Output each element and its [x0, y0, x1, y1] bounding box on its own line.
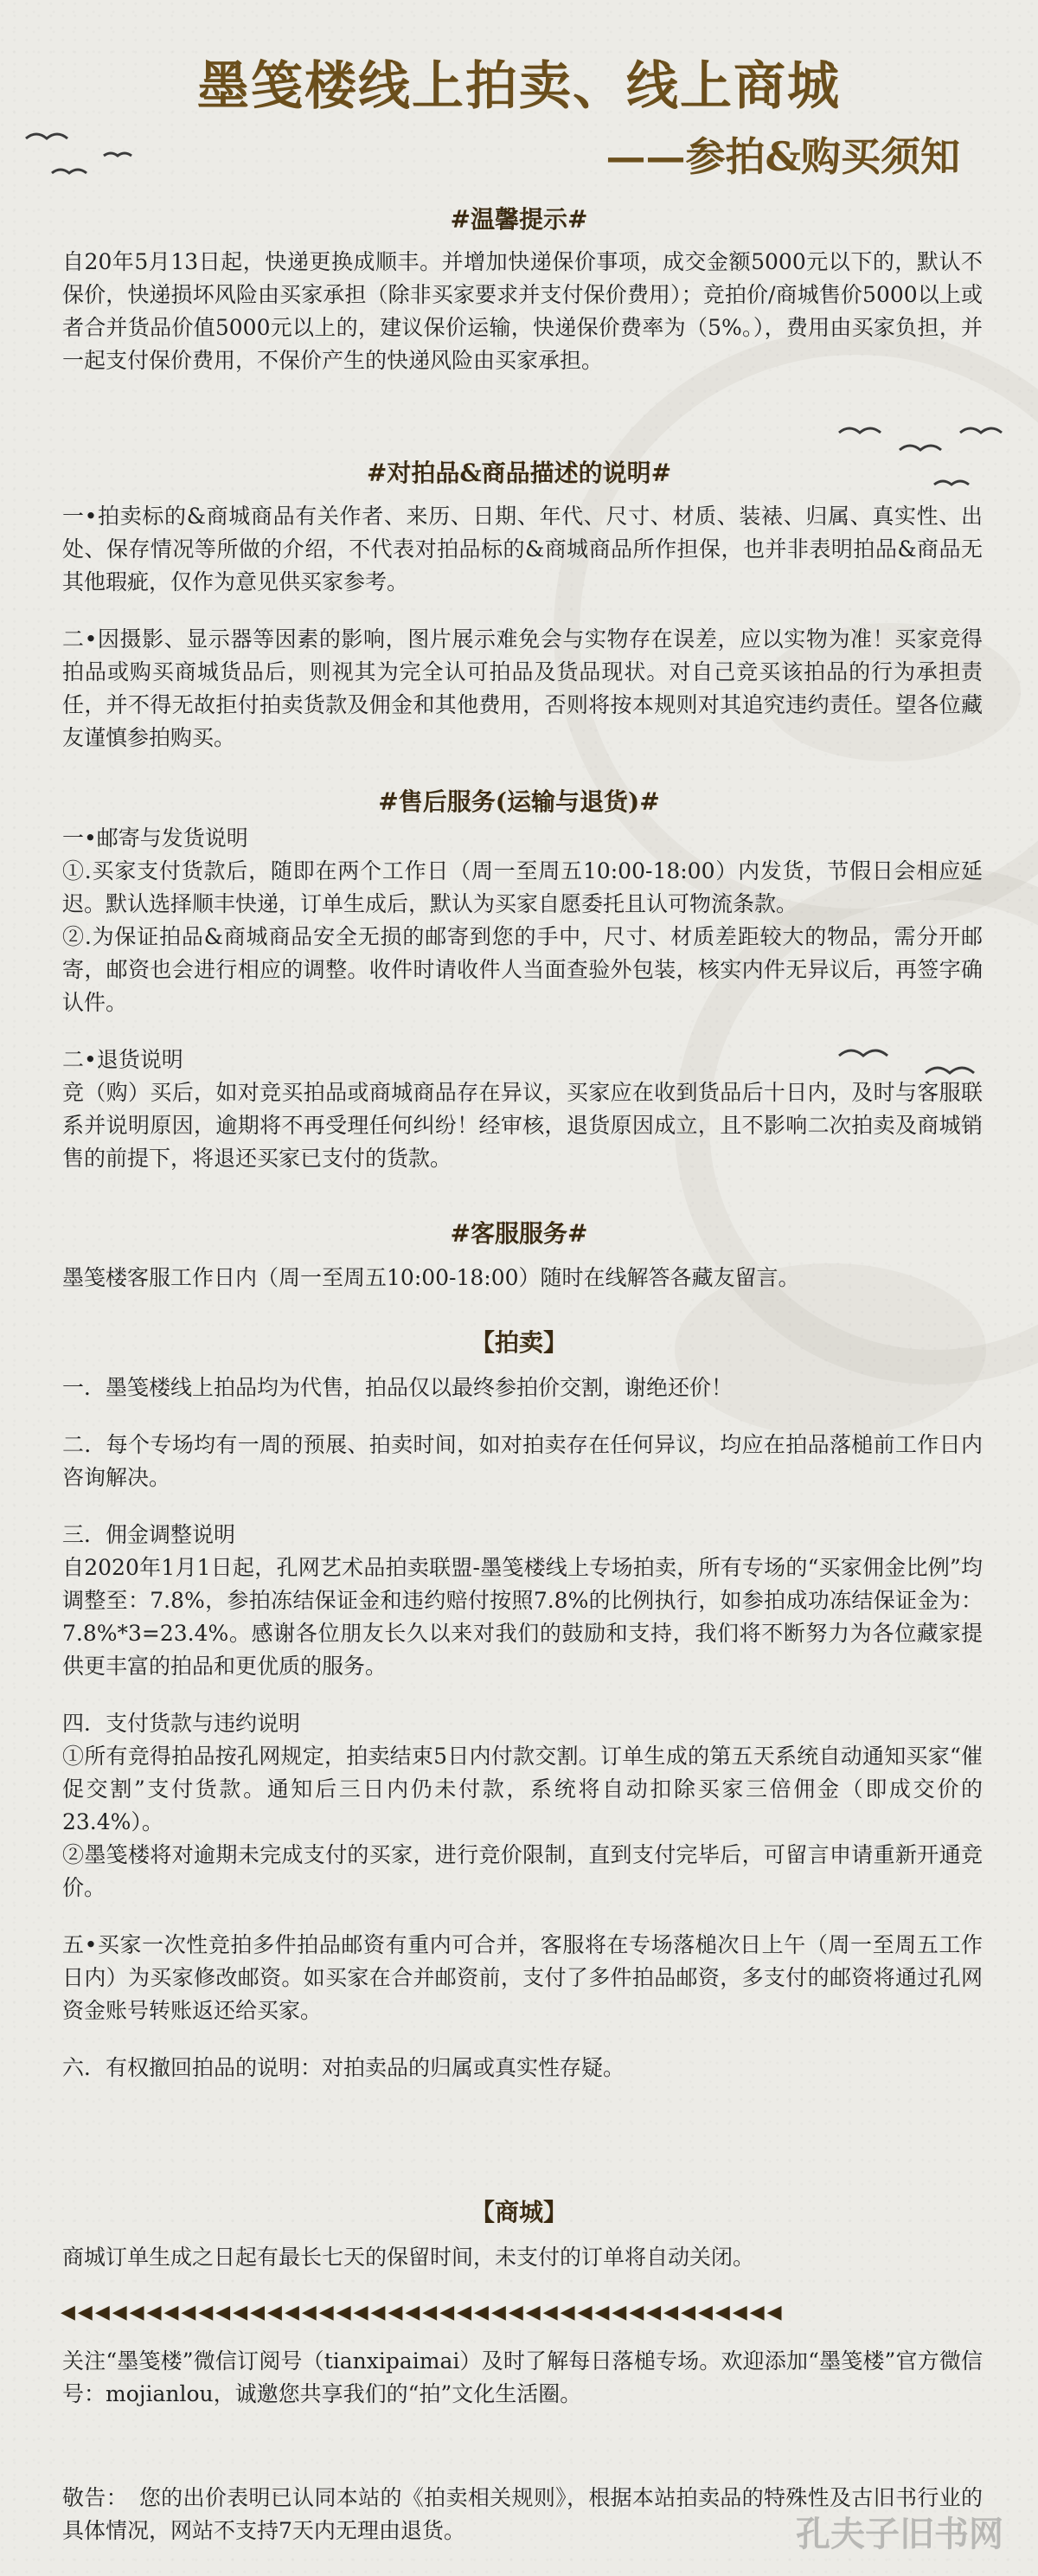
- tips-paragraph: 自20年5月13日起，快递更换成顺丰。并增加快递保价事项，成交金额5000元以下的，默认不保价，快递损坏风险由买家承担（除非买家要求并支付保价费用）；竞拍价/商城售价5000以上或者合并货品价值5000元以上的，建议保价运输，快递保价费率为（5%。），费用由买家负担，并一起支付保价费用，不保价产生的快递风险由买家承担。: [62, 249, 983, 373]
- aftersale-heading: #售后服务(运输与退货)#: [378, 787, 660, 816]
- auction-paragraph-1: 一．墨笺楼线上拍品均为代售，拍品仅以最终参拍价交割，谢绝还价！: [62, 1375, 734, 1400]
- follow-section: [62, 2345, 983, 2411]
- aftersale-paragraph-1: ①.买家支付货款后，随即在两个工作日（周一至周五10:00-18:00）内发货，节假日会相应延迟。默认选择顺丰快递，订单生成后，默认为买家自愿委托且认可物流条款。: [62, 858, 983, 916]
- aftersale-subheading-shipping: 一•邮寄与发货说明: [62, 825, 248, 851]
- aftersale-paragraph-3: 竞（购）买后，如对竞买拍品或商城商品存在异议，买家应在收到货品后十日内，及时与客服联系并说明原因，逾期将不再受理任何纠纷！经审核，退货原因成立，且不影响二次拍卖及商城销售的前提下，将退还买家已支付的货款。: [62, 1080, 983, 1171]
- description-heading: #对拍品&商品描述的说明#: [366, 459, 672, 487]
- auction-paragraph-6: 六．有权撤回拍品的说明：对拍卖品的归属或真实性存疑。: [62, 2055, 625, 2080]
- page-subtitle: ——参拍&购买须知: [606, 133, 960, 180]
- auction-paragraph-3-title: 三．佣金调整说明: [62, 1522, 236, 1547]
- mall-paragraph: 商城订单生成之日起有最长七天的保留时间，未支付的订单将自动关闭。: [62, 2245, 755, 2270]
- auction-paragraph-2: 二．每个专场均有一周的预展、拍卖时间，如对拍卖存在任何异议，均应在拍品落槌前工作日内咨询解决。: [62, 1432, 983, 1490]
- service-paragraph: 墨笺楼客服工作日内（周一至周五10:00-18:00）随时在线解答各藏友留言。: [62, 1265, 800, 1290]
- description-paragraph-1: 一•拍卖标的&商城商品有关作者、来历、日期、年代、尺寸、材质、装裱、归属、真实性、出处、保存情况等所做的介绍，不代表对拍品标的&商城商品所作担保，也并非表明拍品&商品无其他瑕疵，仅作为意见供买家参考。: [62, 504, 983, 594]
- auction-paragraph-5: 五•买家一次性竞拍多件拍品邮资有重内可合并，客服将在专场落槌次日上午（周一至周五工作日内）为买家修改邮资。如买家在合并邮资前，支付了多件拍品邮资，多支付的邮资将通过孔网资金账号转账返还给买家。: [62, 1932, 983, 2023]
- follow-paragraph: 关注“墨笺楼”微信订阅号（tianxipaimai）及时了解每日落槌专场。欢迎添加“墨笺楼”官方微信号：mojianlou，诚邀您共享我们的“拍”文化生活圈。: [62, 2348, 983, 2406]
- auction-heading: 【拍卖】: [470, 1328, 567, 1357]
- auction-section: [62, 1372, 983, 2085]
- mall-section: [62, 2241, 983, 2274]
- auction-paragraph-3: 自2020年1月1日起，孔网艺术品拍卖联盟-墨笺楼线上专场拍卖，所有专场的“买家佣金比例”均调整至：7.8%，参拍冻结保证金和违约赔付按照7.8%的比例执行，如参拍成功冻结保证金为：7.8%*3=23.4%。感谢各位朋友长久以来对我们的鼓励和支持，我们将不断努力为各位藏家提供更丰富的拍品和更优质的服务。: [62, 1555, 983, 1679]
- description-section: [62, 500, 983, 755]
- arrow-divider: ◀◀◀◀◀◀◀◀◀◀◀◀◀◀◀◀◀◀◀◀◀◀◀◀◀◀◀◀◀◀◀◀◀◀◀◀◀◀◀◀◀◀: [61, 2302, 785, 2323]
- auction-paragraph-4-title: 四．支付货款与违约说明: [62, 1711, 301, 1736]
- aftersale-section: [62, 822, 983, 1175]
- aftersale-subheading-returns: 二•退货说明: [62, 1047, 183, 1072]
- description-paragraph-2: 二•因摄影、显示器等因素的影响，图片展示难免会与实物存在误差，应以实物为准！买家竞得拍品或购买商城货品后，则视其为完全认可拍品及货品现状。对自己竞买该拍品的行为承担责任，并不得无故拒付拍卖货款及佣金和其他费用，否则将按本规则对其追究违约责任。望各位藏友谨慎参拍购买。: [62, 626, 983, 750]
- watermark-logo: 孔夫子旧书网: [796, 2514, 1003, 2554]
- mall-heading: 【商城】: [470, 2198, 567, 2226]
- tips-section: [62, 246, 983, 377]
- service-section: [62, 1262, 983, 1294]
- page-title: 墨笺楼线上拍卖、线上商城: [197, 56, 841, 117]
- service-heading: #客服服务#: [450, 1219, 588, 1248]
- notice-paragraph: 敬告： 您的出价表明已认同本站的《拍卖相关规则》，根据本站拍卖品的特殊性及古旧书行业的具体情况，网站不支持7天内无理由退货。: [62, 2485, 983, 2543]
- auction-paragraph-4b: ②墨笺楼将对逾期未完成支付的买家，进行竞价限制，直到支付完毕后，可留言申请重新开通竞价。: [62, 1842, 983, 1900]
- aftersale-paragraph-2: ②.为保证拍品&商城商品安全无损的邮寄到您的手中，尺寸、材质差距较大的物品，需分开邮寄，邮资也会进行相应的调整。收件时请收件人当面查验外包装，核实内件无异议后，再签字确认件。: [62, 924, 983, 1015]
- tips-heading: #温馨提示#: [450, 205, 588, 234]
- auction-paragraph-4a: ①所有竞得拍品按孔网规定，拍卖结束5日内付款交割。订单生成的第五天系统自动通知买家“催促交割”支付货款。通知后三日内仍未付款，系统将自动扣除买家三倍佣金（即成交价的23.4%）。: [62, 1744, 983, 1834]
